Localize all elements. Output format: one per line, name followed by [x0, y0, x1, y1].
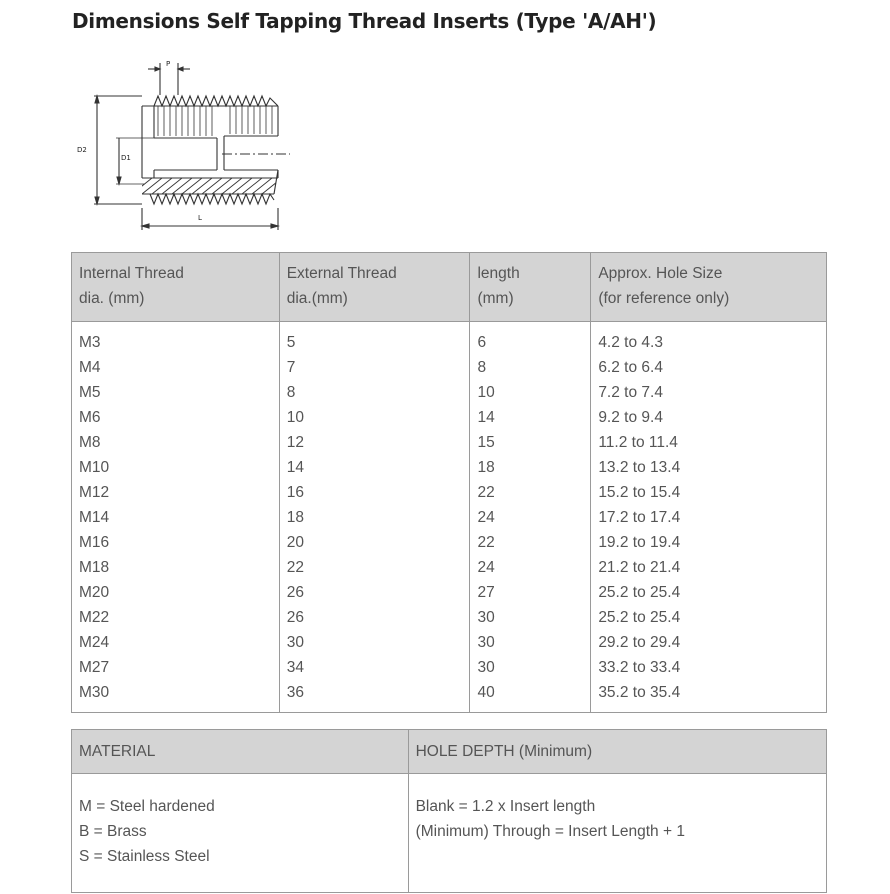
cell-external: 18 — [279, 505, 470, 530]
header-hole-size: Approx. Hole Size (for reference only) — [591, 253, 827, 322]
cell-hole-size: 29.2 to 29.4 — [591, 630, 827, 655]
hole-depth-line: Blank = 1.2 x Insert length — [415, 798, 596, 815]
hole-depth-line: (Minimum) Through = Insert Length + 1 — [415, 823, 685, 840]
cell-external: 14 — [279, 455, 470, 480]
cell-hole-size: 25.2 to 25.4 — [591, 580, 827, 605]
material-line: B = Brass — [79, 823, 147, 840]
header-material: MATERIAL — [72, 730, 409, 774]
thread-insert-diagram — [72, 58, 292, 236]
cell-hole-size: 9.2 to 9.4 — [591, 405, 827, 430]
cell-length: 30 — [470, 655, 591, 680]
cell-internal: M12 — [72, 480, 280, 505]
cell-external: 26 — [279, 580, 470, 605]
cell-length: 30 — [470, 605, 591, 630]
cell-hole-size: 11.2 to 11.4 — [591, 430, 827, 455]
cell-internal: M24 — [72, 630, 280, 655]
cell-internal: M30 — [72, 680, 280, 713]
cell-internal: M27 — [72, 655, 280, 680]
table-row — [72, 680, 827, 713]
cell-hole-size: 15.2 to 15.4 — [591, 480, 827, 505]
hole-depth-cell — [408, 774, 826, 893]
table-row — [72, 505, 827, 530]
cell-length: 6 — [470, 322, 591, 356]
cell-external: 30 — [279, 630, 470, 655]
table-row — [72, 630, 827, 655]
cell-hole-size: 6.2 to 6.4 — [591, 355, 827, 380]
cell-external: 26 — [279, 605, 470, 630]
material-cell — [72, 774, 409, 893]
header-hole-depth: HOLE DEPTH (Minimum) — [408, 730, 826, 774]
material-line: S = Stainless Steel — [79, 848, 210, 865]
cell-hole-size: 25.2 to 25.4 — [591, 605, 827, 630]
table-header-row — [72, 253, 827, 322]
table-row — [72, 405, 827, 430]
cell-internal: M3 — [72, 322, 280, 356]
cell-length: 18 — [470, 455, 591, 480]
cell-length: 10 — [470, 380, 591, 405]
length-label: L — [198, 214, 202, 222]
cell-hole-size: 21.2 to 21.4 — [591, 555, 827, 580]
cell-external: 8 — [279, 380, 470, 405]
cell-external: 7 — [279, 355, 470, 380]
cell-length: 22 — [470, 480, 591, 505]
dimensions-table — [71, 252, 827, 713]
cell-internal: M5 — [72, 380, 280, 405]
cell-external: 16 — [279, 480, 470, 505]
cell-external: 5 — [279, 322, 470, 356]
cell-length: 24 — [470, 555, 591, 580]
cell-length: 15 — [470, 430, 591, 455]
cell-hole-size: 35.2 to 35.4 — [591, 680, 827, 713]
cell-internal: M14 — [72, 505, 280, 530]
cell-external: 10 — [279, 405, 470, 430]
cell-hole-size: 17.2 to 17.4 — [591, 505, 827, 530]
cell-external: 36 — [279, 680, 470, 713]
cell-length: 22 — [470, 530, 591, 555]
cell-internal: M4 — [72, 355, 280, 380]
pitch-label: P — [166, 60, 171, 68]
header-length: length (mm) — [470, 253, 591, 322]
cell-internal: M22 — [72, 605, 280, 630]
cell-hole-size: 13.2 to 13.4 — [591, 455, 827, 480]
page-title: Dimensions Self Tapping Thread Inserts (Type 'A/AH') — [72, 9, 657, 33]
cell-external: 20 — [279, 530, 470, 555]
cell-hole-size: 33.2 to 33.4 — [591, 655, 827, 680]
table-row — [72, 774, 827, 893]
table-header-row — [72, 730, 827, 774]
cell-external: 12 — [279, 430, 470, 455]
cell-external: 22 — [279, 555, 470, 580]
table-row — [72, 555, 827, 580]
d2-label: D2 — [77, 146, 87, 154]
table-row — [72, 480, 827, 505]
cell-length: 14 — [470, 405, 591, 430]
cell-length: 30 — [470, 630, 591, 655]
cell-hole-size: 7.2 to 7.4 — [591, 380, 827, 405]
cell-length: 40 — [470, 680, 591, 713]
cell-internal: M8 — [72, 430, 280, 455]
table-row — [72, 605, 827, 630]
cell-internal: M20 — [72, 580, 280, 605]
table-row — [72, 530, 827, 555]
cell-internal: M16 — [72, 530, 280, 555]
material-line: M = Steel hardened — [79, 798, 215, 815]
table-row — [72, 580, 827, 605]
table-row — [72, 322, 827, 356]
header-external-thread: External Thread dia.(mm) — [279, 253, 470, 322]
table-row — [72, 430, 827, 455]
table-row — [72, 355, 827, 380]
cell-internal: M18 — [72, 555, 280, 580]
header-internal-thread: Internal Thread dia. (mm) — [72, 253, 280, 322]
cell-length: 24 — [470, 505, 591, 530]
cell-hole-size: 19.2 to 19.4 — [591, 530, 827, 555]
cell-length: 8 — [470, 355, 591, 380]
d1-label: D1 — [121, 154, 131, 162]
cell-internal: M10 — [72, 455, 280, 480]
material-table — [71, 729, 827, 893]
table-row — [72, 655, 827, 680]
cell-external: 34 — [279, 655, 470, 680]
table-row — [72, 380, 827, 405]
cell-internal: M6 — [72, 405, 280, 430]
table-row — [72, 455, 827, 480]
cell-length: 27 — [470, 580, 591, 605]
cell-hole-size: 4.2 to 4.3 — [591, 322, 827, 356]
